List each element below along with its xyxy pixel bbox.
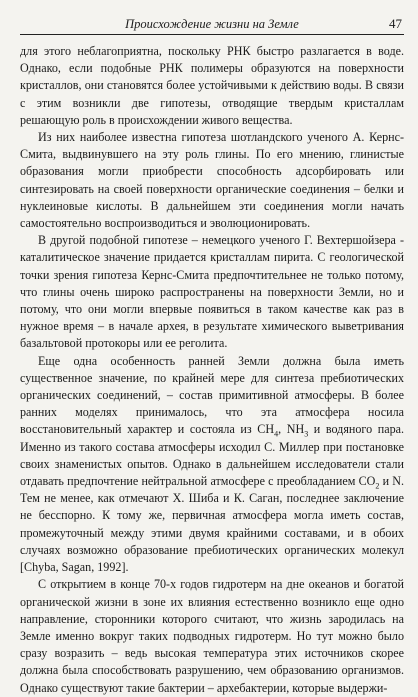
page-number: 47 (389, 16, 402, 31)
paragraph-text: и водяного пара. Именно из такого состава атмосферы исходил С. Миллер при постановке своих знамени (20, 422, 405, 471)
running-title: Происхождение жизни на Земле (125, 17, 299, 31)
subscript: 2 (375, 481, 380, 491)
paragraph-text: и N. Тем не менее, как отмечают Х. Шиба и К. Саган, последнее заключение не бесспорно. К тому же, первичная атмосфера могла иметь состав, промежуточный между этими двумя крайними составами, и в обоих случаях возможно образование пребиотических органических молекул [Chyba, Sagan, 1992]. (20, 474, 404, 575)
paragraph: С открытием в конце 70-х годов гидротерм на дне океанов и богатой органической жизни в зоне их влияния естественно возникло еще одно направление, сторонники которого считают, что жизнь зародилась на Земле именно вокруг таких подводных гидротерм. Но тут можно было сразу возразить – ведь высокая температура этих источников скорее должна была способствовать разрушению, чем образованию организмов. Однако существуют такие бактерии – архебактерии, которые выдержи- (20, 577, 404, 695)
subscript: 3 (304, 429, 309, 439)
paragraph-text: Еще одна особенность ранней Земли должна была иметь существенное значение, по крайней мере для синтеза пребиотических органических соединений, – состав примитивной атмосферы. В более ранних моделях принималось, что эта атмосфера носила восстановительный характер и состояла из CH (20, 353, 404, 437)
paragraph: Из них наиболее известна гипотеза шотландского ученого А. Кернс-Смита, выдвинувшего на эту роль глины. По его мнению, глинистые образования могли приобрести способность адсорбировать или синтезировать на своей поверхности органические соединения – белки и нуклеиновые кислоты. В дальнейшем эти соединения могли начать самостоятельно воспроизводиться и эволюционировать. (20, 130, 404, 231)
paragraph (20, 353, 404, 577)
paragraph-text: стых опытов. Однако в дальнейшем исследователи стали отдавать предпочтение нейтральной атмосфере с преобладанием CO (20, 456, 405, 489)
paragraph: В другой подобной гипотезе – немецкого ученого Г. Вехтершойзера - каталитическое значение придается кристаллам пирита. С геологической точки зрения гипотеза Кернс-Смита предпочтительнее не только потому, что глины очень широко распространены на поверхности Земли, но и потому, что они могли впервые появиться в таком качестве как раз в нужное время – в начале архея, в результате химического выветривания базальтовой протокоры или ее реголита. (20, 233, 404, 351)
formula-text: , NH (278, 422, 305, 437)
body-text (20, 43, 404, 697)
paragraph: для этого неблагоприятна, поскольку РНК быстро разлагается в воде. Однако, если подобные РНК полимеры образуются на поверхности кристаллов, они становятся более устойчивыми к действию воды. В связи с этим возникли две гипотезы, отводящие твердым кристаллам решающую роль в происхождении живого вещества. (20, 44, 404, 127)
subscript: 4 (274, 429, 279, 439)
running-header (20, 14, 404, 35)
